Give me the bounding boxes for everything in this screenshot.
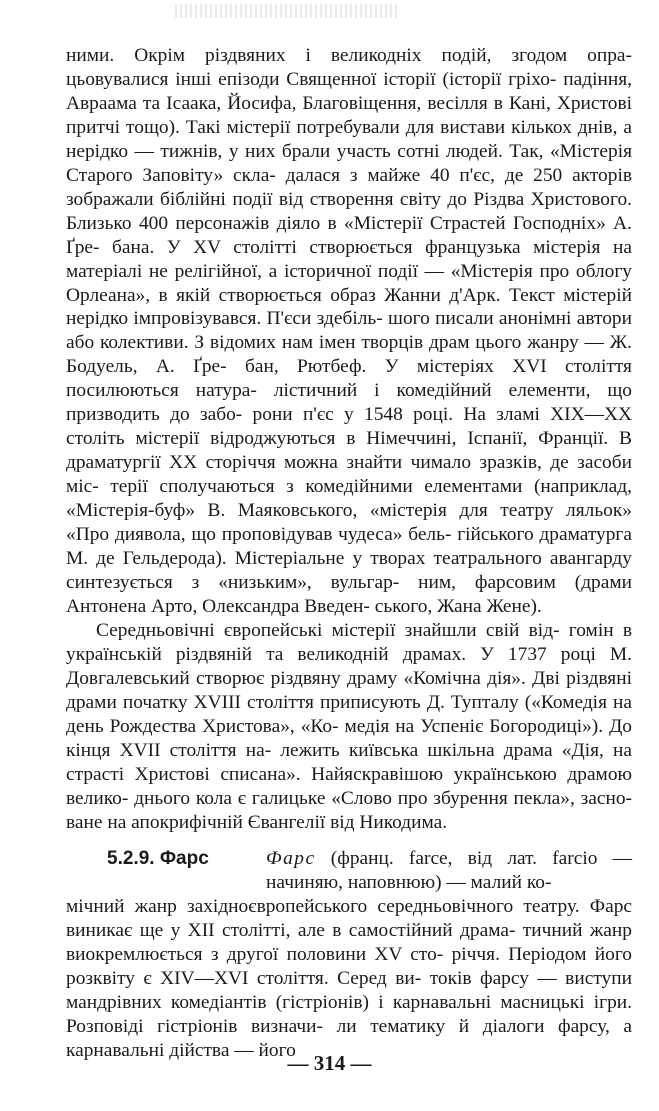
text-line: Д. Тупталу («Комедія на день Рождества Христова», «Ко- xyxy=(66,691,632,737)
text-line: начиняю, наповнюю) — малий ко- xyxy=(266,872,552,894)
text-line: ним, фарсовим (драми Антонена Арто, Олександра Введен- xyxy=(66,571,633,617)
text-line: відроджуються в Німеччині, Іспанії, Франції. В драматургії xyxy=(66,428,632,474)
text-line: токів фарсу — виступи мандрівних комедіантів (гістріонів) xyxy=(66,968,632,1014)
text-line: ними. Окрім різдвяних і великодніх подій, згодом опра- xyxy=(66,45,632,66)
text-line: бана. У XV столітті створюється французька містерія xyxy=(112,236,601,258)
text-line: гомін в українській різдвяній та великодній драмах. У 1737 xyxy=(66,619,632,665)
text-line: XX сторіччя можна знайти чимало зразків, де засоби міс- xyxy=(66,452,632,498)
text-line: «Містерія-буф» В. Маяковського, «містерія для театру xyxy=(66,500,554,522)
text-line: ване на апокрифічній Євангелії від Никодима. xyxy=(66,811,448,833)
text-line: дія». Дві різдвяні драми початку XVIII століття приписують xyxy=(66,667,632,713)
text-line: імен творців драм цього жанру — Ж. Бодуель, А. Ґре- xyxy=(66,332,632,378)
text-line: далася з майже 40 п'єс, де 250 акторів зображали біблійні xyxy=(66,164,632,210)
text-line: річчя. Періодом його розквіту є XIV—XVI століття. Серед ви- xyxy=(66,944,633,990)
paragraph-ukrainian-drama xyxy=(66,619,632,835)
section-heading: 5.2.9. Фарс xyxy=(107,848,209,870)
text-line: в Кані, Христові притчі тощо). Такі містерії потребували xyxy=(66,92,632,138)
text-line: падіння, Авраама та Ісаака, Йосифа, Благовіщення, весілля xyxy=(66,68,632,114)
text-line: 400 персонажів діяло в «Містерії Страстей Господніх» А. Ґре- xyxy=(66,212,632,258)
scan-noise xyxy=(175,4,400,18)
text-line: тичний жанр виокремлюється з другої половини XV сто- xyxy=(66,920,632,966)
text-line: терії сполучаються з комедійними елементами (наприклад, xyxy=(110,476,632,498)
text-line: бан, Рютбеф. У містеріях XVI століття посилюються натура- xyxy=(66,356,632,402)
text-line: ляльок» «Про диявола, що проповідував чудеса» бель- xyxy=(66,500,632,546)
text-line: для вистави кількох днів, а нерідко — тижнів, у них брали xyxy=(66,116,632,162)
text-line: Фарс виникає ще у XII столітті, але в самостійний драма- xyxy=(66,896,632,942)
text-line: рони п'єс у 1548 році. На зламі XIX—XX століть містерії xyxy=(66,404,632,450)
page-body xyxy=(66,44,632,1063)
text-line: мічний жанр західноєвропейського середньовічного театру. xyxy=(66,896,580,918)
text-line: гійського драматурга М. де Гельдерода). Містеріальне у творах xyxy=(66,524,632,570)
text-line: медія на Успеніє Богородиці»). До кінця XVII століття на- xyxy=(66,715,633,761)
term-farce: Фарс xyxy=(266,848,316,870)
section-body xyxy=(66,895,632,1063)
section-first-lines xyxy=(266,847,632,895)
text-line: Середньовічні європейські містерії знайшли свій від- xyxy=(96,619,560,641)
text-line: участь сотні людей. Так, «Містерія Старого Заповіту» скла- xyxy=(66,140,633,186)
paragraph-mysteries xyxy=(66,44,632,619)
page-number: — 314 — xyxy=(287,1051,372,1075)
text-line: театрального авангарду синтезується з «низьким», вульгар- xyxy=(66,548,632,593)
text-line: днього кола є галицьке «Слово про збурення пекла», засно- xyxy=(134,787,632,809)
text-line: на матеріалі не релігійної, а історичної події — «Містерія xyxy=(66,236,632,282)
text-line: цьовувалися інші епізоди Священної історії (історії гріхо- xyxy=(66,68,557,90)
text-line: ли тематику й діалоги фарсу, а карнавальні дійства — його xyxy=(66,1016,633,1062)
section-definition-start xyxy=(266,848,632,893)
text-line: лістичний і комедійний елементи, що призводить до забо- xyxy=(66,380,632,426)
text-line: про облогу Орлеана», в якій створюється образ Жанни xyxy=(66,260,632,306)
text-line: події від створення світу до Різдва Христового. Близько xyxy=(66,188,632,234)
section-farce xyxy=(66,847,632,1063)
text-line: і карнавальні масницькі ігри. Розповіді гістріонів визначи- xyxy=(66,992,632,1038)
text-line: д'Арк. Текст містерій нерідко імпровізувався. П'єси здебіль- xyxy=(66,284,632,330)
text-line: (франц. farce, від лат. farcio — xyxy=(315,848,632,870)
text-line: ського, Жана Жене). xyxy=(374,595,542,617)
text-line: шого писали анонімні автори або колективи. З відомих нам xyxy=(66,308,632,354)
text-line: списана». Найяскравішою українською драмою велико- xyxy=(66,763,633,809)
text-line: лежить київська шкільна драма «Дія, на страсті Христові xyxy=(66,739,632,785)
text-line: році М. Довгалевський створює різдвяну драму «Комічна xyxy=(66,643,633,689)
